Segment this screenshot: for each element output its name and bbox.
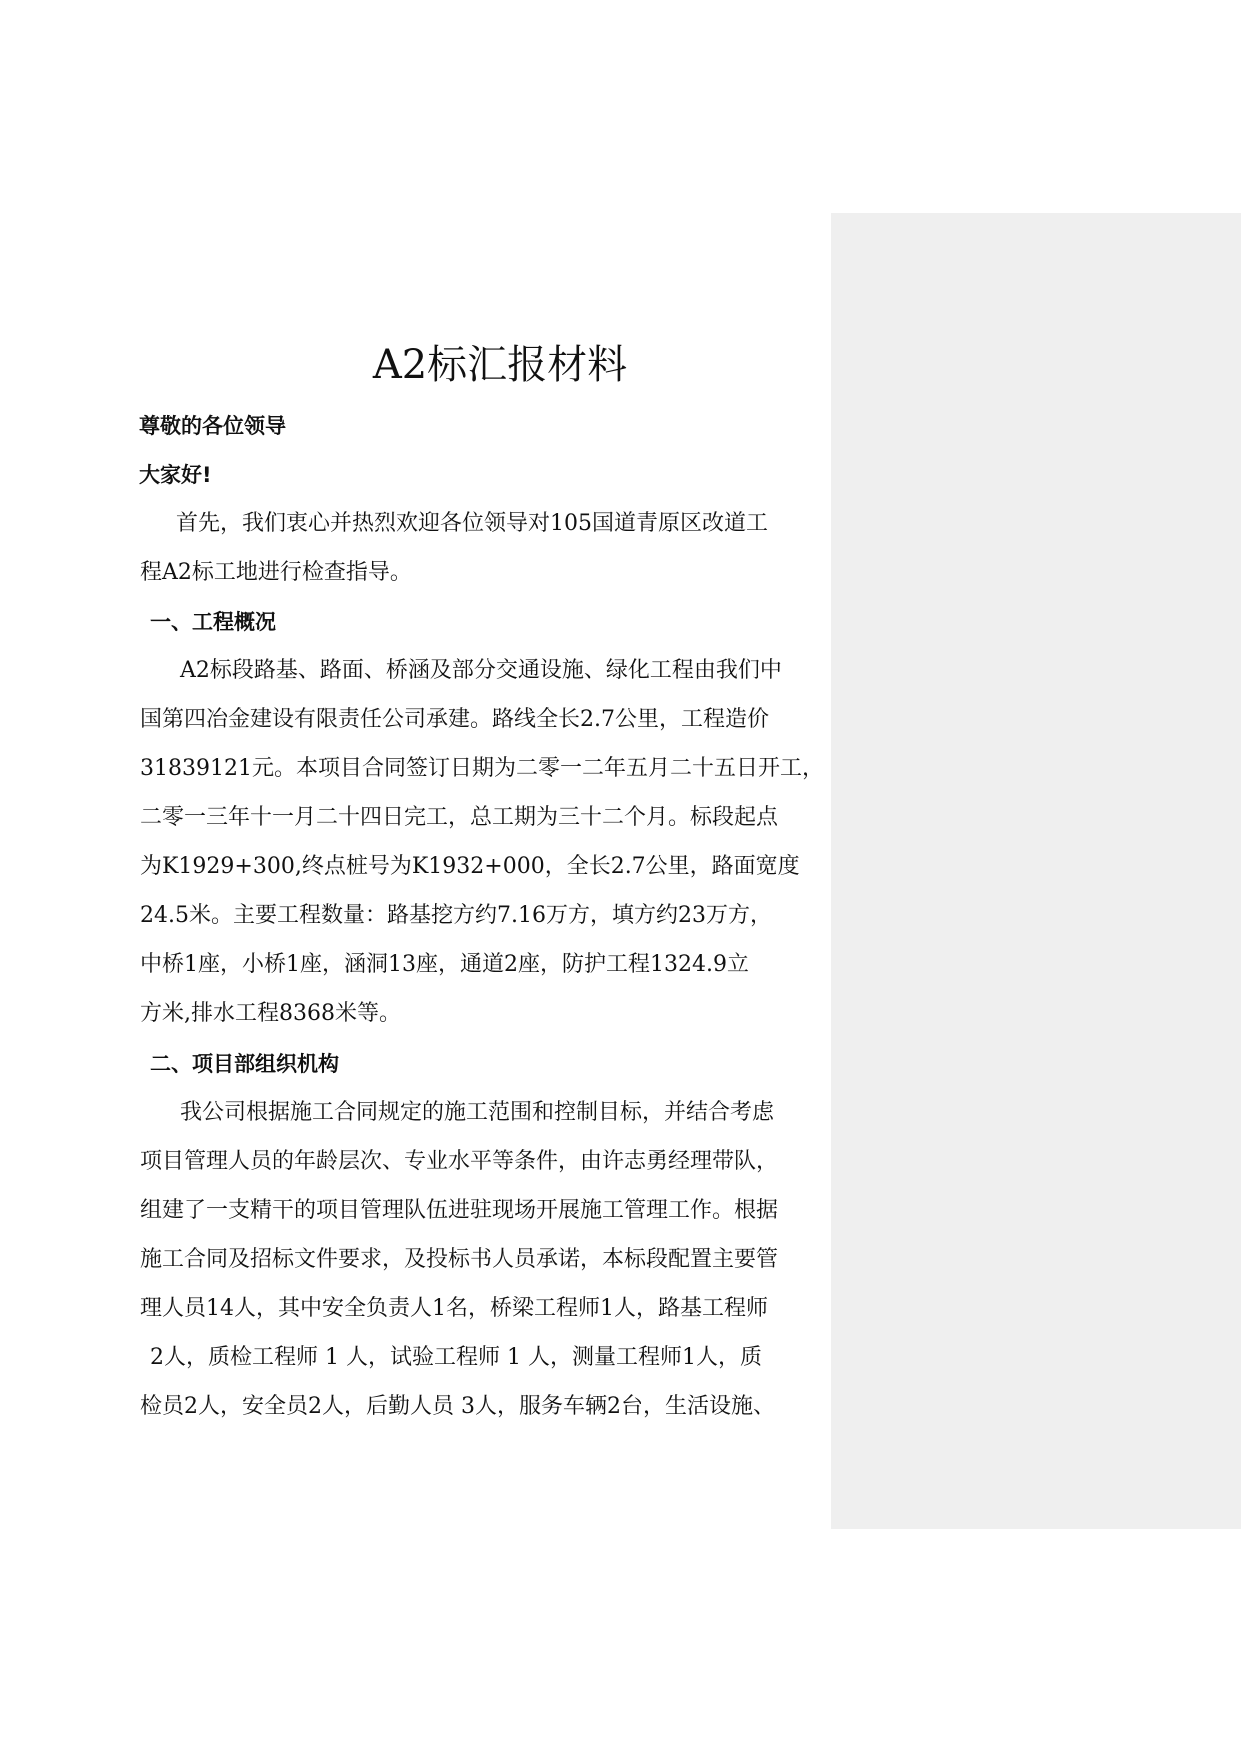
document-title: A2标汇报材料 xyxy=(372,342,628,388)
paragraph-line: 方米,排水工程8368米等。 xyxy=(140,1001,401,1026)
paragraph-line: 检员2人，安全员2人，后勤人员 3人，服务车辆2台，生活设施、 xyxy=(140,1394,775,1419)
paragraph-line: 施工合同及招标文件要求，及投标书人员承诺，本标段配置主要管 xyxy=(140,1247,779,1272)
greeting: 大家好! xyxy=(139,463,212,487)
paragraph-line: 24.5米。主要工程数量：路基挖方约7.16万方，填方约23万方， xyxy=(140,903,772,928)
paragraph-line: 国第四冶金建设有限责任公司承建。路线全长2.7公里，工程造价 xyxy=(140,707,769,732)
intro-line: 首先，我们衷心并热烈欢迎各位领导对105国道青原区改道工 xyxy=(176,511,768,536)
paragraph-line: 为K1929+300,终点桩号为K1932+000，全长2.7公里，路面宽度 xyxy=(140,854,800,879)
section-heading-overview: 一、工程概况 xyxy=(150,610,276,634)
paragraph-line: 理人员14人，其中安全负责人1名，桥梁工程师1人，路基工程师 xyxy=(140,1296,768,1321)
paragraph-line: 中桥1座，小桥1座，涵洞13座，通道2座，防护工程1324.9立 xyxy=(140,952,749,977)
paragraph-line: 2人，质检工程师 1 人，试验工程师 1 人，测量工程师1人，质 xyxy=(150,1345,762,1370)
paragraph-line: 31839121元。本项目合同签订日期为二零一二年五月二十五日开工， xyxy=(140,756,824,781)
intro-line: 程A2标工地进行检查指导。 xyxy=(140,560,412,585)
salutation: 尊敬的各位领导 xyxy=(139,414,286,438)
comment-pane xyxy=(831,213,1241,1529)
paragraph-line: 二零一三年十一月二十四日完工，总工期为三十二个月。标段起点 xyxy=(140,805,779,830)
paragraph-line: 项目管理人员的年龄层次、专业水平等条件，由许志勇经理带队， xyxy=(140,1149,779,1174)
paragraph-line: 我公司根据施工合同规定的施工范围和控制目标，并结合考虑 xyxy=(180,1100,775,1125)
paragraph-line: 组建了一支精干的项目管理队伍进驻现场开展施工管理工作。根据 xyxy=(140,1198,779,1223)
section-heading-organization: 二、项目部组织机构 xyxy=(150,1052,339,1076)
paragraph-line: A2标段路基、路面、桥涵及部分交通设施、绿化工程由我们中 xyxy=(180,658,782,683)
